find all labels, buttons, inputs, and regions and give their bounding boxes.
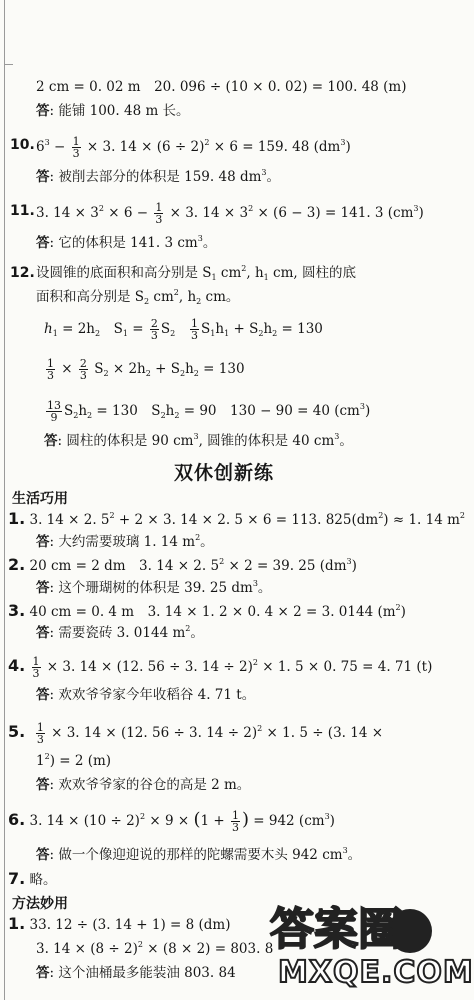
watermark-text-bottom: MXQE.COM xyxy=(278,955,474,990)
s3-formula: 3. 40 cm = 0. 4 m 3. 14 × 1. 2 × 0. 4 × 2 = 3. 0144 $(m^2)$ xyxy=(8,601,406,620)
q12-statement-2: 面积和高分别是 $S_2$ $cm^2$, $h_2$ cm。 xyxy=(36,288,240,306)
s4-formula: 4. $\frac{1}{3}$ × 3. 14 × (12. 56 ÷ 3. 14 ÷ 2)$^2$ × 1. 5 × 0. 75 = 4. 71 (t) xyxy=(8,655,433,680)
answer-11: 答: 它的体积是 141. 3 $cm^3$。 xyxy=(36,234,217,251)
question-number-11: 11. xyxy=(10,203,35,219)
m1-formula: 1. 33. 12 ÷ (3. 14 + 1) = 8 (dm) xyxy=(8,914,231,933)
watermark-text-top: 答案圈 xyxy=(270,904,402,955)
answer-text: : 能铺 100. 48 m 长。 xyxy=(49,103,190,119)
q10-formula: $6^3$ − $\frac{1}{3}$ × 3. $14 \times (6 \div 2)^2 \times 6 = 159$. 48 $(dm^3)$ xyxy=(36,135,351,160)
q12-statement-1: 设圆锥的底面积和高分别是 $S_1$ $cm^2$, $h_1$ cm, 圆柱的底 xyxy=(36,264,357,282)
m1-answer: 答: 这个油桶最多能装油 803. 84 xyxy=(36,965,236,981)
margin-rule xyxy=(4,0,5,1000)
s2-formula: 2. 20 cm = 2 dm 3. 14 × 2. $5^2 \times 2 = 39$. 25 $(dm^3)$ xyxy=(8,555,357,574)
s7-line: 7. 略。 xyxy=(8,869,57,888)
subsection-heading-life: 生活巧用 xyxy=(12,491,68,507)
subsection-heading-method: 方法妙用 xyxy=(12,896,68,912)
answer-label: 答 xyxy=(36,103,50,119)
s2-answer: 答: 这个珊瑚树的体积是 39. 25 $dm^3$。 xyxy=(36,579,272,596)
question-number-12: 12. xyxy=(10,265,35,281)
question-number-10: 10. xyxy=(10,137,35,153)
s5-formula: 5. $\frac{1}{3}$ × 3. 14 × (12. 56 ÷ 3. 14 ÷ 2)$^2$ × 1. 5 ÷ (3. 14 × xyxy=(8,721,384,746)
answer-1 xyxy=(36,102,190,120)
s5-answer: 答: 欢欢爷爷家的谷仓的高是 2 m。 xyxy=(36,777,251,793)
q12-formula-2: $\frac{1}{3}$ × $\frac{2}{3}$ $S_2 \times 2h_2 + S_2h_2 = 130$ xyxy=(47,357,245,382)
s5-formula-cont: $1^2) = 2$ (m) xyxy=(36,752,112,769)
m1-formula-2: 3. $14 \times (8 \div 2)^2 \times (8 \times 2) = 803$. 8 xyxy=(36,940,274,957)
margin-tick xyxy=(4,64,13,65)
watermark-logo xyxy=(268,904,474,997)
fraction: $\frac{1}{3}$ xyxy=(72,135,80,160)
q12-formula-3: $\frac{13}{9}$ $S_2h_2 = 130$ $S_2h_2 = 90$ 130 − 90 = 40 $(cm^3)$ xyxy=(47,399,371,424)
s1-formula: 1. 3. 14 × 2. $5^2 + 2 \times 3$. 14 × 2. 5 × 6 = 113. $825(dm^2) \approx 1$. 14 $m^2$ xyxy=(8,509,465,528)
s6-formula: 6. 3. $14 \times (10 \div 2)^2 \times 9 \times (1$ + $\frac{1}{3}$ ) = 942 $(cm^3)$ xyxy=(8,809,335,834)
answer-12: 答: 圆柱的体积是 90 $cm^3$, 圆锥的体积是 40 $cm^3$。 xyxy=(44,432,353,449)
calc-line-1: 2 cm = 0. 02 m 20. 096 ÷ (10 × 0. 02) = 100. 48 (m) xyxy=(36,79,407,95)
q11-formula: 3. $14 \times 3^2 \times 6$ − $\frac{1}{3}$ × 3. $14 \times 3^2 \times (6 - 3) = 141$. 3 $(cm^3)$ xyxy=(36,201,424,226)
s3-answer: 答: 需要瓷砖 3. 0144 $m^2$。 xyxy=(36,624,204,641)
answer-10: 答: 被削去部分的体积是 159. 48 $dm^3$。 xyxy=(36,168,280,185)
section-title: 双休创新练 xyxy=(173,462,274,484)
q12-formula-1: $h_1 = 2h_2$ $S_1$ = $\frac{2}{3}$ $S_2$ $\frac{1}{3}$ $S_1h_1 + S_2h_2 = 130$ xyxy=(44,317,323,342)
s4-answer: 答: 欢欢爷爷家今年收稻谷 4. 71 t。 xyxy=(36,687,256,703)
s6-answer: 答: 做一个像迎迎说的那样的陀螺需要木头 942 $cm^3$。 xyxy=(36,846,362,863)
fraction: $\frac{1}{3}$ xyxy=(155,201,163,226)
s1-answer: 答: 大约需要玻璃 1. 14 $m^2$。 xyxy=(36,533,214,550)
